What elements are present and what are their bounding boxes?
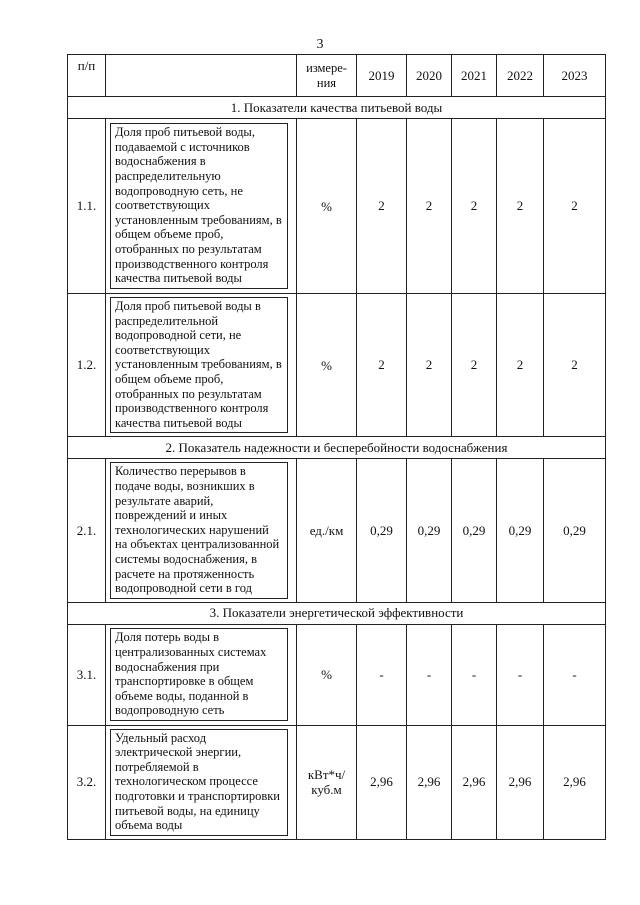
- table-header-row: [68, 55, 606, 97]
- value-2021: 0,29: [452, 459, 497, 602]
- row-unit-line2: куб.м: [311, 782, 342, 798]
- header-num: п/п: [68, 55, 106, 97]
- section-row: [68, 602, 606, 624]
- row-description: Удельный расход электрической энергии, потребляемой в технологическом процессе подготовки и транспортировки питьевой воды, на единицу объема воды: [110, 729, 288, 836]
- value-2022: 0,29: [497, 459, 544, 602]
- value-2021: 2,96: [452, 725, 497, 839]
- row-unit: %: [297, 624, 357, 725]
- value-2022: 2,96: [497, 725, 544, 839]
- value-2019: -: [357, 624, 407, 725]
- value-2022: 2: [497, 294, 544, 437]
- value-2019: 0,29: [357, 459, 407, 602]
- header-year-2020: 2020: [407, 55, 452, 97]
- header-year-2023: 2023: [544, 55, 606, 97]
- value-2023: 2,96: [544, 725, 606, 839]
- row-description: Доля проб питьевой воды в распределительной водопроводной сети, не соответствующих установленным требованиям, в общем объеме проб, отобранных по результатам производственного контроля качества питьевой воды: [110, 297, 288, 433]
- row-number: 3.1.: [68, 624, 106, 725]
- indicators-table: [67, 54, 606, 840]
- row-unit: %: [297, 119, 357, 294]
- value-2022: 2: [497, 119, 544, 294]
- section-title: 1. Показатели качества питьевой воды: [68, 97, 606, 119]
- page-number: 3: [316, 37, 324, 52]
- value-2019: 2: [357, 294, 407, 437]
- row-description-cell: [106, 624, 297, 725]
- header-year-2021: 2021: [452, 55, 497, 97]
- row-description-cell: [106, 119, 297, 294]
- value-2021: -: [452, 624, 497, 725]
- row-unit: %: [297, 294, 357, 437]
- value-2020: 0,29: [407, 459, 452, 602]
- row-description-cell: [106, 294, 297, 437]
- value-2023: 2: [544, 294, 606, 437]
- table-row: [68, 119, 606, 294]
- row-description: Доля потерь воды в централизованных системах водоснабжения при транспортировке в общем объеме воды, поданной в водопроводную сеть: [110, 628, 288, 721]
- value-2019: 2,96: [357, 725, 407, 839]
- value-2021: 2: [452, 119, 497, 294]
- value-2021: 2: [452, 294, 497, 437]
- row-description-cell: [106, 725, 297, 839]
- header-description: [106, 55, 297, 97]
- header-year-2019: 2019: [357, 55, 407, 97]
- table-row: [68, 459, 606, 602]
- value-2022: -: [497, 624, 544, 725]
- row-unit: [297, 725, 357, 839]
- value-2020: 2,96: [407, 725, 452, 839]
- row-number: 1.2.: [68, 294, 106, 437]
- section-title: 3. Показатели энергетической эффективности: [68, 602, 606, 624]
- value-2019: 2: [357, 119, 407, 294]
- value-2020: -: [407, 624, 452, 725]
- section-title: 2. Показатель надежности и бесперебойности водоснабжения: [68, 437, 606, 459]
- value-2023: 2: [544, 119, 606, 294]
- section-row: [68, 97, 606, 119]
- row-description-cell: [106, 459, 297, 602]
- value-2023: 0,29: [544, 459, 606, 602]
- row-number: 1.1.: [68, 119, 106, 294]
- row-number: 3.2.: [68, 725, 106, 839]
- value-2023: -: [544, 624, 606, 725]
- value-2020: 2: [407, 119, 452, 294]
- row-unit-line1: кВт*ч/: [307, 767, 346, 783]
- table-row: [68, 294, 606, 437]
- header-unit-line1: измере-: [306, 60, 347, 75]
- header-unit-line2: ния: [316, 75, 337, 90]
- row-description: Доля проб питьевой воды, подаваемой с источников водоснабжения в распределительную водопроводную сеть, не соответствующих установленным требованиям, в общем объеме проб, отобранных по результатам производственного контроля качества питьевой воды: [110, 123, 288, 289]
- value-2020: 2: [407, 294, 452, 437]
- section-row: [68, 437, 606, 459]
- table-row: [68, 624, 606, 725]
- row-description: Количество перерывов в подаче воды, возникших в результате аварий, повреждений и иных технологических нарушений на объектах централизованной системы водоснабжения, в расчете на протяженность водопроводной сети в год: [110, 462, 288, 598]
- row-unit: ед./км: [297, 459, 357, 602]
- header-unit: [297, 55, 357, 97]
- table-row: [68, 725, 606, 839]
- row-number: 2.1.: [68, 459, 106, 602]
- header-year-2022: 2022: [497, 55, 544, 97]
